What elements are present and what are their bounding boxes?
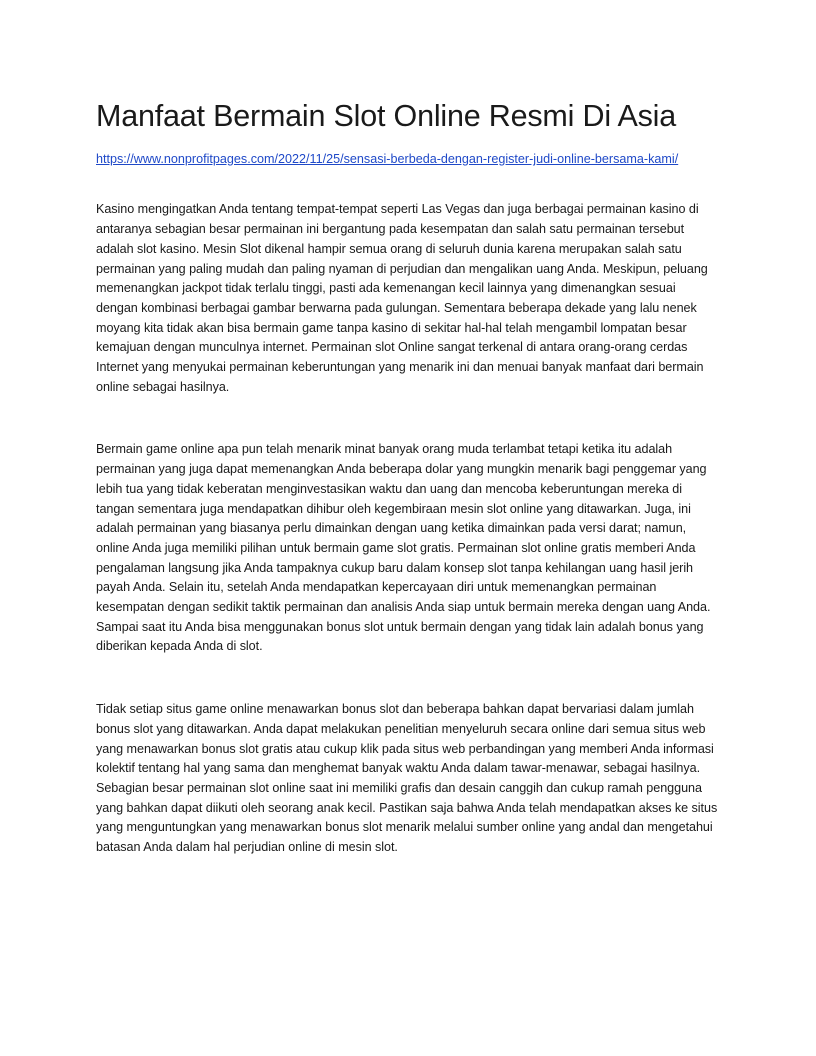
document-page bbox=[96, 96, 720, 858]
source-link[interactable]: https://www.nonprofitpages.com/2022/11/25/sensasi-berbeda-dengan-register-judi-online-bersama-kami/ bbox=[96, 152, 679, 166]
paragraph-2: Bermain game online apa pun telah menarik minat banyak orang muda terlambat tetapi ketika itu adalah permainan yang juga dapat memenangkan Anda beberapa dolar yang mungkin menarik bagi penggemar yang lebih tua yang tidak keberatan menginvestasikan waktu dan uang dan mencoba keberuntungan mereka di tangan sementara juga mendapatkan dihibur oleh kegembiraan mesin slot online yang ditawarkan. Juga, ini adalah permainan yang biasanya perlu dimainkan dengan uang ketika dimainkan pada versi darat; namun, online Anda juga memiliki pilihan untuk bermain game slot gratis. Permainan slot online gratis memberi Anda pengalaman langsung jika Anda tampaknya cukup baru dalam konsep slot tanpa kehilangan uang hasil jerih payah Anda. Selain itu, setelah Anda mendapatkan kepercayaan diri untuk memenangkan permainan kesempatan dengan sedikit taktik permainan dan analisis Anda siap untuk bermain mereka dengan uang Anda. Sampai saat itu Anda bisa menggunakan bonus slot untuk bermain dengan yang tidak lain adalah bonus yang diberikan kepada Anda di slot. bbox=[96, 442, 711, 654]
paragraph-1: Kasino mengingatkan Anda tentang tempat-tempat seperti Las Vegas dan juga berbagai permainan kasino di antaranya sebagian besar permainan ini bergantung pada kesempatan dan salah satu permainan tersebut adalah slot kasino. Mesin Slot dikenal hampir semua orang di seluruh dunia karena merupakan salah satu permainan yang paling mudah dan paling nyaman di perjudian dan mengalikan uang Anda. Meskipun, peluang memenangkan jackpot tidak terlalu tinggi, pasti ada kemenangan kecil lainnya yang dimenangkan sesuai dengan kombinasi berbagai gambar berwarna pada gulungan. Sementara beberapa dekade yang lalu nenek moyang kita tidak akan bisa bermain game tanpa kasino di sekitar hal-hal telah mengambil lompatan besar kemajuan dengan munculnya internet. Permainan slot Online sangat terkenal di antara orang-orang cerdas Internet yang menyukai permainan keberuntungan yang menarik ini dan menuai banyak manfaat dari bermain online sebagai hasilnya. bbox=[96, 202, 708, 394]
document-title: Manfaat Bermain Slot Online Resmi Di Asia bbox=[96, 99, 677, 133]
paragraph-3: Tidak setiap situs game online menawarkan bonus slot dan beberapa bahkan dapat bervariasi dalam jumlah bonus slot yang ditawarkan. Anda dapat melakukan penelitian menyeluruh secara online dari semua situs web yang menawarkan bonus slot gratis atau cukup klik pada situs web perbandingan yang memberi Anda informasi kolektif tentang hal yang sama dan menghemat banyak waktu Anda dalam tawar-menawar, sebagai hasilnya. Sebagian besar permainan slot online saat ini memiliki grafis dan desain canggih dan cukup ramah pengguna yang bahkan dapat diikuti oleh seorang anak kecil. Pastikan saja bahwa Anda telah mendapatkan akses ke situs yang menguntungkan yang menawarkan bonus slot menarik melalui sumber online yang andal dan mengetahui batasan Anda dalam hal perjudian online di mesin slot. bbox=[96, 702, 718, 855]
